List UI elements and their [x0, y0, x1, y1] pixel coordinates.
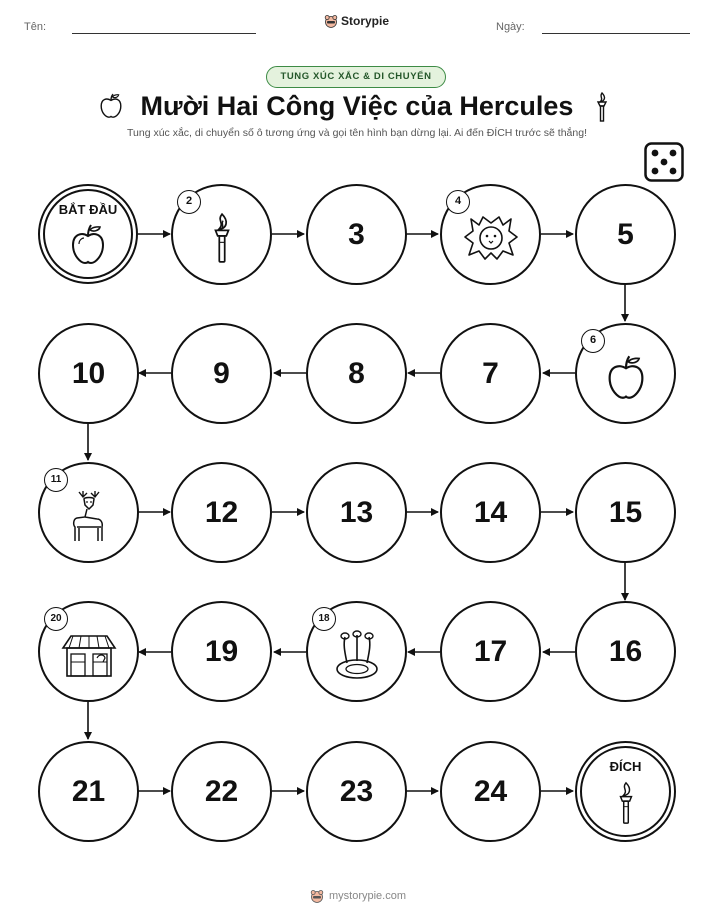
board-cell-20 [38, 601, 139, 702]
board-cell-14 [440, 462, 541, 563]
cell-number: 8 [348, 356, 365, 390]
board-cell-17 [440, 601, 541, 702]
torch-icon [209, 212, 235, 264]
board-cell-24 [440, 741, 541, 842]
board-cell-21 [38, 741, 139, 842]
brand-name: Storypie [341, 14, 390, 28]
date-label: Ngày: [496, 21, 525, 33]
stable-icon [61, 632, 117, 678]
board-cell-2 [171, 184, 272, 285]
finish-label: ĐÍCH [609, 759, 642, 774]
board-cell-22 [171, 741, 272, 842]
board-cell-5 [575, 184, 676, 285]
cell-number: 23 [339, 774, 374, 808]
board-cell-9 [171, 323, 272, 424]
name-label: Tên: [24, 21, 47, 33]
activity-badge: TUNG XÚC XẮC & DI CHUYỂN [266, 66, 446, 88]
torch-icon [615, 781, 637, 825]
cell-number: 22 [204, 774, 239, 808]
start-cell [38, 184, 138, 284]
board-cell-19 [171, 601, 272, 702]
board-cell-6 [575, 323, 676, 424]
cell-number-badge: 11 [44, 468, 68, 492]
board-cell-15 [575, 462, 676, 563]
cell-number: 19 [204, 634, 239, 668]
apple-icon [604, 353, 648, 401]
finish-cell [575, 741, 676, 842]
cell-number: 13 [339, 495, 374, 529]
cell-number-badge: 2 [177, 190, 201, 214]
hydra-icon [331, 629, 383, 681]
cell-number: 5 [617, 217, 634, 251]
board-cell-8 [306, 323, 407, 424]
lion-pelt-icon [461, 213, 521, 263]
cell-number-badge: 18 [312, 607, 336, 631]
board-cell-23 [306, 741, 407, 842]
board-cell-16 [575, 601, 676, 702]
cell-number: 10 [71, 356, 106, 390]
footer-brand [310, 889, 406, 903]
cell-number: 9 [213, 356, 230, 390]
start-label: BẮT ĐẦU [58, 202, 118, 217]
board-cell-13 [306, 462, 407, 563]
board-cell-3 [306, 184, 407, 285]
instructions-text: Tung xúc xắc, di chuyển số ô tương ứng và gọi tên hình bạn dừng lại. Ai đến ĐÍCH trước sẽ thắng! [126, 127, 587, 139]
footer-url[interactable]: mystorypie.com [329, 890, 407, 902]
cell-number: 14 [473, 495, 508, 529]
cell-number: 7 [482, 356, 499, 390]
cell-number-badge: 4 [446, 190, 470, 214]
board-cell-7 [440, 323, 541, 424]
cell-number: 21 [71, 774, 106, 808]
page-title: Mười Hai Công Việc của Hercules [140, 91, 574, 121]
cell-number-badge: 20 [44, 607, 68, 631]
board-cell-12 [171, 462, 272, 563]
board-cell-4 [440, 184, 541, 285]
board-cell-11 [38, 462, 139, 563]
board-cell-10 [38, 323, 139, 424]
storypie-mascot-icon [310, 889, 324, 903]
board-cell-18 [306, 601, 407, 702]
cell-number: 17 [473, 634, 508, 668]
cell-number: 3 [348, 217, 365, 251]
cell-number: 12 [204, 495, 239, 529]
cell-number: 16 [608, 634, 643, 668]
cell-number-badge: 6 [581, 329, 605, 353]
cell-number: 15 [608, 495, 643, 529]
cell-number: 24 [473, 774, 508, 808]
apple-icon [68, 222, 108, 266]
deer-icon [67, 487, 111, 545]
